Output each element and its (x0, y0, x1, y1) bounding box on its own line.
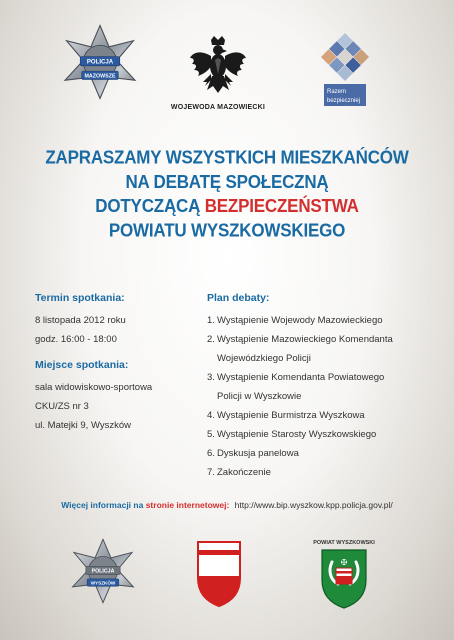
headline-line-3 (0, 195, 454, 219)
headline-line-2: NA DEBATĘ SPOŁECZNĄ (125, 171, 329, 192)
debate-plan-title: Plan debaty: (207, 292, 270, 304)
plan-item-continuation: Wojewódzkiego Policji (217, 353, 311, 364)
debate-plan (207, 292, 437, 482)
meeting-place-title: Miejsce spotkania: (35, 359, 129, 371)
meeting-place-line-3: ul. Matejki 9, Wyszków (35, 420, 131, 431)
more-info (0, 500, 454, 510)
headline-line-3-highlight: BEZPIECZEŃSTWA (204, 195, 359, 217)
more-info-text: Więcej informacji na (61, 500, 144, 510)
razem-bezpieczniej-icon (320, 32, 370, 108)
police-badge-text: POLICJA (86, 58, 114, 66)
razem-text-1: Razem (327, 89, 347, 95)
meeting-info (35, 292, 200, 435)
meeting-place-line-2: CKU/ZS nr 3 (35, 401, 89, 412)
razem-text-2: bezpieczniej (327, 98, 361, 104)
shield-flag-icon (194, 538, 244, 608)
polish-eagle-emblem (189, 36, 247, 96)
police-badge-text: POLICJA (91, 568, 115, 575)
meeting-date-title: Termin spotkania: (35, 292, 125, 304)
website-link[interactable]: http://www.bip.wyszkow.kpp.policja.gov.pl/ (234, 500, 393, 510)
headline-line-4: POWIATU WYSZKOWSKIEGO (108, 219, 346, 241)
police-star-logo-wyszkow (70, 538, 136, 604)
voivode-caption: WOJEWODA MAZOWIECKI (170, 104, 266, 111)
plan-item: 3. Wystąpienie Komendanta Powiatowego (207, 372, 385, 383)
police-star-icon (70, 538, 136, 604)
meeting-time: godz. 16:00 - 18:00 (35, 334, 117, 345)
headline-line-3-part-1: DOTYCZĄCĄ (95, 195, 201, 217)
razem-bezpieczniej-logo (320, 32, 370, 108)
plan-item: 6. Dyskusja panelowa (207, 448, 299, 459)
police-star-logo-mazowsze (62, 24, 138, 100)
headline (0, 146, 454, 243)
eagle-icon (189, 36, 247, 96)
meeting-date: 8 listopada 2012 roku (35, 315, 126, 326)
plan-item: 7. Zakończenie (207, 467, 271, 478)
plan-item-continuation: Policji w Wyszkowie (217, 391, 302, 402)
police-star-icon (62, 24, 138, 100)
plan-item: 1. Wystąpienie Wojewody Mazowieckiego (207, 315, 383, 326)
plan-item: 4. Wystąpienie Burmistrza Wyszkowa (207, 410, 365, 421)
headline-line-1: ZAPRASZAMY WSZYSTKICH MIESZKAŃCÓW (45, 147, 409, 168)
powiat-shield-icon (316, 540, 372, 610)
more-info-highlight: stronie internetowej: (145, 500, 230, 510)
plan-item: 5. Wystąpienie Starosty Wyszkowskiego (207, 429, 377, 440)
wyszkow-coat-of-arms (194, 538, 244, 608)
plan-item: 2. Wystąpienie Mazowieckiego Komendanta (207, 334, 393, 345)
svg-text:✠: ✠ (340, 558, 348, 567)
police-region-text: MAZOWSZE (84, 73, 116, 80)
powiat-caption: POWIAT WYSZKOWSKI (313, 540, 375, 546)
powiat-wyszkowski-coat-of-arms (316, 540, 372, 610)
police-region-text: WYSZKÓW (90, 580, 116, 586)
meeting-place-line-1: sala widowiskowo-sportowa (35, 382, 153, 393)
